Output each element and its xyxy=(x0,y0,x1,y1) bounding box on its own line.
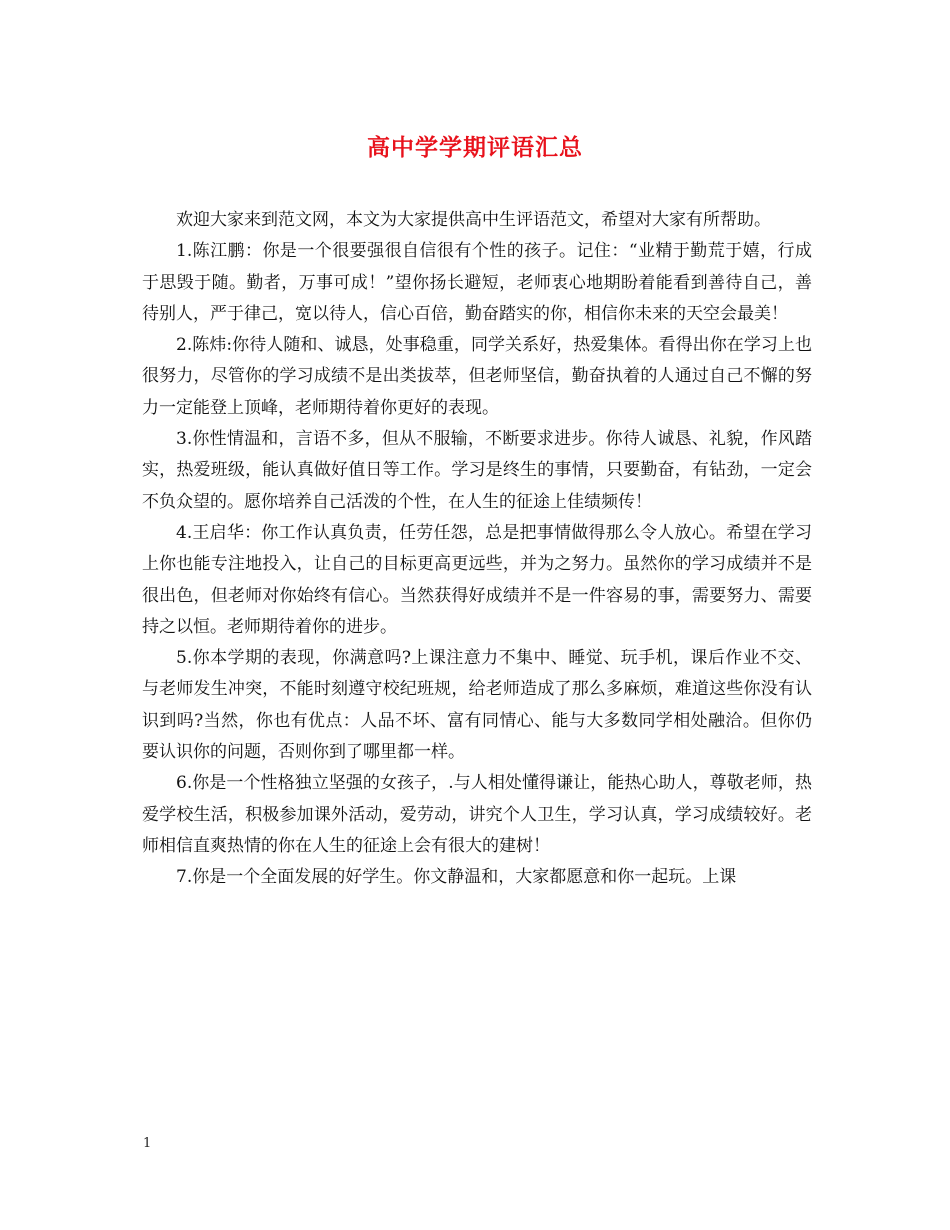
paragraph-comment-3: 3.你性情温和，言语不多，但从不服输，不断要求进步。你待人诚恳、礼貌，作风踏实，热爱班级，能认真做好值日等工作。学习是终生的事情，只要勤奋，有钻劲，一定会不负众望的。愿你培养自己活泼的个性，在人生的征途上佳绩频传！ xyxy=(142,429,812,512)
paragraph-comment-1: 1.陈江鹏：你是一个很要强很自信很有个性的孩子。记住：“业精于勤荒于嬉，行成于思毁于随。勤者，万事可成！”望你扬长避短，老师衷心地期盼着能看到善待自己，善待别人，严于律己，宽以待人，信心百倍，勤奋踏实的你，相信你未来的天空会最美！ xyxy=(142,241,812,324)
paragraph-comment-2: 2.陈炜:你待人随和、诚恳，处事稳重，同学关系好，热爱集体。看得出你在学习上也很努力，尽管你的学习成绩不是出类拔萃，但老师坚信，勤奋执着的人通过自己不懈的努力一定能登上顶峰，老师期待着你更好的表现。 xyxy=(142,335,812,418)
paragraph-comment-6: 6.你是一个性格独立坚强的女孩子，.与人相处懂得谦让，能热心助人，尊敬老师，热爱学校生活，积极参加课外活动，爱劳动，讲究个人卫生，学习认真，学习成绩较好。老师相信直爽热情的你在人生的征途上会有很大的建树！ xyxy=(142,773,812,856)
page-number: 1 xyxy=(143,1136,152,1151)
document-title: 高中学学期评语汇总 xyxy=(367,134,583,161)
paragraph-comment-7: 7.你是一个全面发展的好学生。你文静温和，大家都愿意和你一起玩。上课 xyxy=(176,867,737,888)
paragraph-intro: 欢迎大家来到范文网，本文为大家提供高中生评语范文，希望对大家有所帮助。 xyxy=(176,210,771,230)
paragraph-comment-4: 4.王启华：你工作认真负责，任劳任怨，总是把事情做得那么令人放心。希望在学习上你也能专注地投入，让自己的目标更高更远些，并为之努力。虽然你的学习成绩并不是很出色，但老师对你始终有信心。当然获得好成绩并不是一件容易的事，需要努力、需要持之以恒。老师期待着你的进步。 xyxy=(142,522,812,637)
paragraph-comment-5: 5.你本学期的表现，你满意吗?上课注意力不集中、睡觉、玩手机，课后作业不交、与老师发生冲突，不能时刻遵守校纪班规，给老师造成了那么多麻烦，难道这些你没有认识到吗?当然，你也有优点：人品不坏、富有同情心、能与大多数同学相处融洽。但你仍要认识你的问题，否则你到了哪里都一样。 xyxy=(142,648,812,763)
document-body xyxy=(142,205,812,894)
